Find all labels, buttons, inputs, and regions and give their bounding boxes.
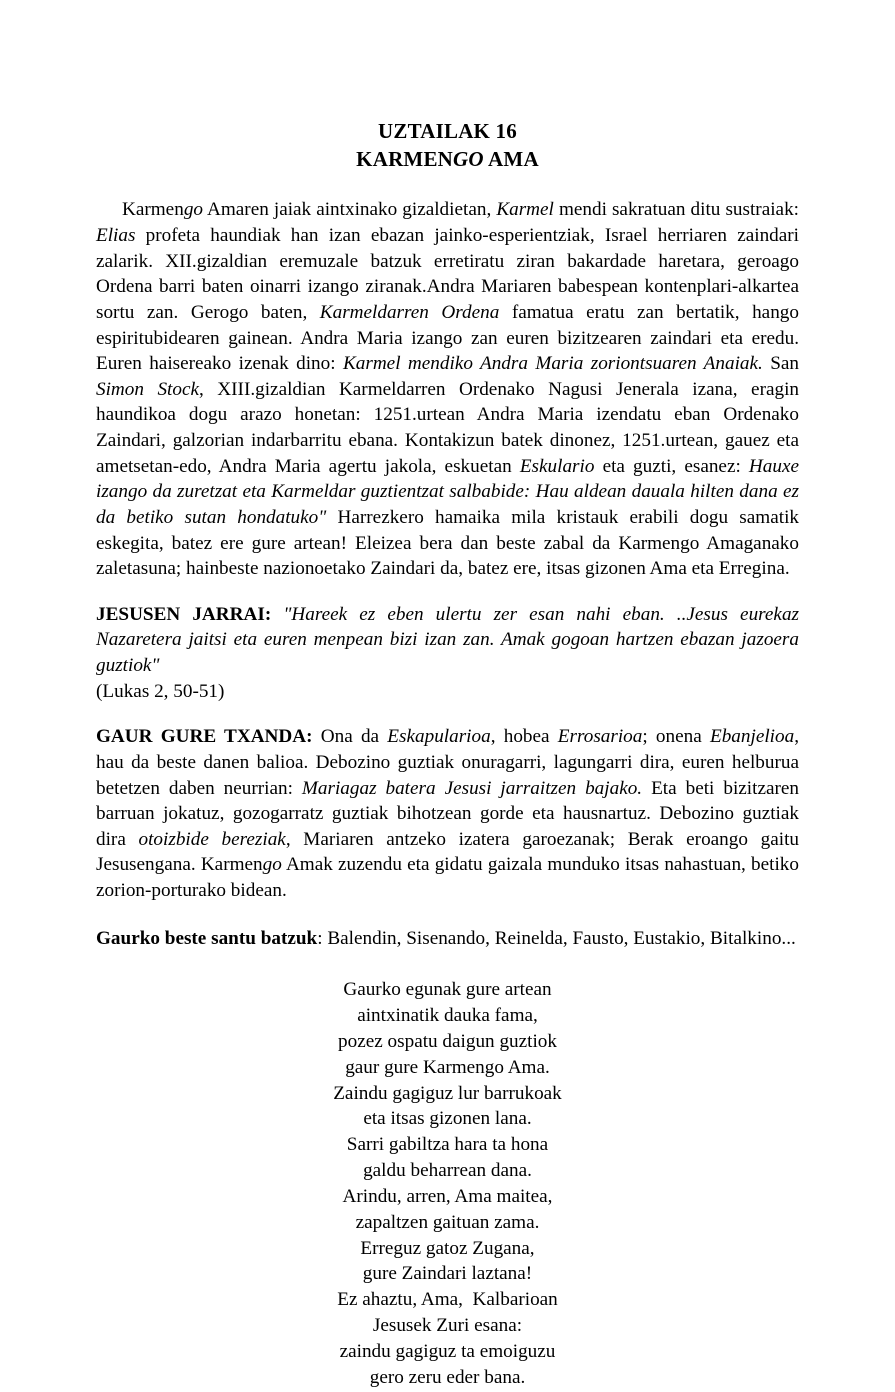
poem-line: galdu beharrean dana. [363,1160,532,1182]
poem-line: zapaltzen gaituan zama. [355,1211,540,1233]
gaur-gure-txanda-label: GAUR GURE TXANDA: [96,726,313,748]
poem-line: zaindu gagiguz ta emoiguzu [339,1340,556,1362]
gaur-gure-txanda-section [96,724,799,903]
poem-line: pozez ospatu daigun guztiok [338,1030,557,1052]
jesusen-jarrai-section [96,602,799,705]
poem-line: gaur gure Karmengo Ama. [345,1056,550,1078]
other-saints-label: Gaurko beste santu batzuk [96,927,318,949]
poem-line: Sarri gabiltza hara ta hona [346,1134,549,1156]
other-saints-text: : Balendin, Sisenando, Reinelda, Fausto, Eustakio, Bitalkino... [317,927,796,949]
poem-line: Gaurko egunak gure artean [343,979,552,1001]
title-subject-prefix: KARMEN [356,146,454,171]
main-body [96,197,799,581]
other-saints-section [96,926,799,952]
poem-line: gure Zaindari laztana! [362,1263,533,1285]
poem-line: Zaindu gagiguz lur barrukoak [333,1082,562,1104]
poem-line: Jesusek Zuri esana: [372,1315,523,1337]
title-date: UZTAILAK 16 [378,119,517,143]
intro-paragraph: Karmengo Amaren jaiak aintxinako gizaldietan, Karmel mendi sakratuan ditu sustraiak: Elias profeta haundiak han izan ebazan jainko-esperientziak, Israel herriaren zaindari zalarik. XII.gizaldian eremuzale batzuk erretiratu ziran bakardade haretara, geroago Ordena barri baten oinarri izango ziranak.Andra Mariaren babespean kontenplari-alkartea sortu zan. Gerogo baten, Karmeldarren Ordena famatua eratu zan bertatik, hango espiritubidearen gainean. Andra Maria izango zan euren bizitzearen zaindari eta eredu. Euren haisereako izenak dino: Karmel mendiko Andra Maria zoriontsuaren Anaiak. San Simon Stock, XIII.gizaldian Karmeldarren Ordenako Nagusi Jenerala izana, eragin haundikoa dogu arazo honetan: 1251.urtean Andra Maria izendatu eban Ordenako Zaindari, galzorian indarbarritu ebana. Kontakizun batek dinonez, 1251.urtean, gauez eta ametsetan-edo, Andra Maria agertu jakola, eskuetan Eskulario eta guzti, esanez: Hauxe izango da zuretzat eta Karmeldar guztientzat salbabide: Hau aldean dauala hilten dana ez da betiko sutan hondatuko" Harrezkero hamaika mila kristauk erabili dogu samatik eskegita, batez ere gure artean! Eleizea bera dan beste zabal da Karmengo Amaganako zaletasuna; hainbeste nazionoetako Zaindari da, batez ere, itsas gizonen Ama eta Erregina. [96,199,800,580]
poem-line: Erreguz gatoz Zugana, [360,1237,535,1259]
poem-line: eta itsas gizonen lana. [363,1108,532,1130]
title-subject [96,146,799,174]
page-title [96,118,799,173]
poem-line: Ez ahaztu, Ama, Kalbarioan [337,1289,558,1311]
jesusen-jarrai-text: "Hareek ez eben ulertu zer esan nahi eban. ..Jesus eurekaz Nazaretera jaitsi eta euren menpean bizi izan zan. Amak gogoan hartzen ebazan jazoera guztiok" (Lukas 2, 50-51) [96,603,800,702]
poem-line: aintxinatik dauka fama, [357,1005,538,1027]
title-subject-suffix: AMA [483,146,539,171]
title-subject-italic: GO [453,146,484,171]
gaur-gure-txanda-text: Ona da Eskapularioa, hobea Errosarioa; onena Ebanjelioa, hau da beste danen balioa. Debozino guztiak onuragarri, lagungarri dira, euren helburua betetzen daben neurrian: Mariagaz batera Jesusi jarraitzen bajako. Eta beti bizitzaren barruan jokatuz, gozogarratz guztiak bihotzean gorde eta hausnartuz. Debozino guztiak dira otoizbide bereziak, Mariaren antzeko izatera garoezanak; Berak eroango gaitu Jesusengana. Karmengo Amak zuzendu eta gidatu gaizala munduko itsas nahastuan, betiko zorion-porturako bidean. [96,726,799,902]
poem-line: Arindu, arren, Ama maitea, [342,1185,553,1207]
poem-block [96,977,799,1390]
poem-line: gero zeru eder bana. [369,1366,526,1388]
jesusen-jarrai-label: JESUSEN JARRAI: [96,603,272,625]
